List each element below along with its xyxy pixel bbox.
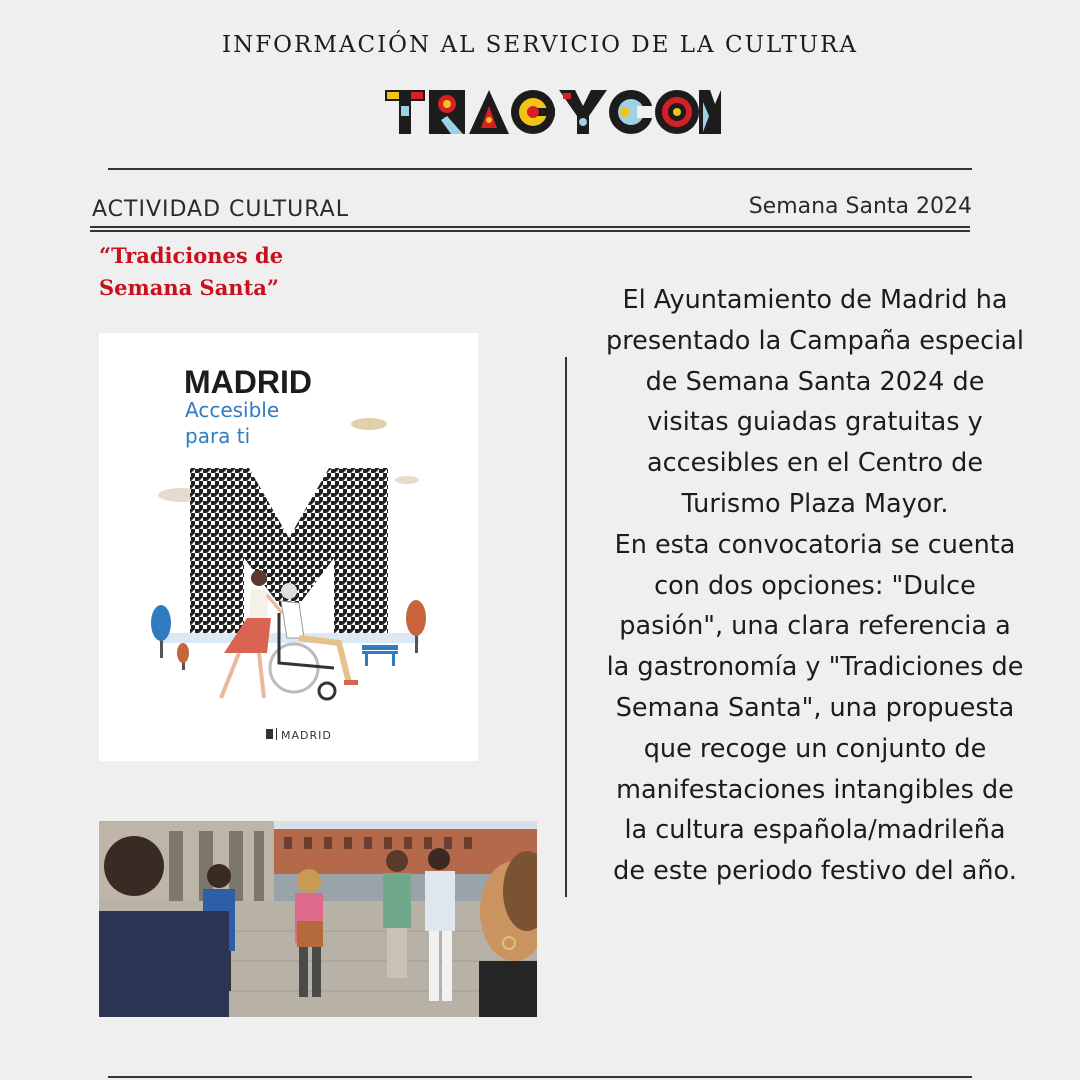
logo-letter-m xyxy=(699,90,721,134)
footer-divider xyxy=(108,1076,972,1078)
section-date: Semana Santa 2024 xyxy=(748,194,972,219)
bench-icon xyxy=(362,645,398,650)
tour-group-illustration xyxy=(99,821,537,1017)
logo-letter-t xyxy=(385,90,425,134)
poster-footer: MADRID xyxy=(281,729,332,742)
header-divider xyxy=(108,168,972,170)
article-title-line1: “Tradiciones de xyxy=(99,243,284,268)
logo-letter-a xyxy=(469,90,509,134)
cloud-icon xyxy=(351,418,387,430)
section-label: ACTIVIDAD CULTURAL xyxy=(92,197,349,222)
poster-line1: Accesible xyxy=(185,398,280,422)
section-divider xyxy=(90,226,970,232)
tree-icon xyxy=(177,643,189,663)
poster-line2: para ti xyxy=(185,424,251,448)
logo-letter-c xyxy=(609,90,655,134)
poster-brand: MADRID xyxy=(184,364,312,400)
tree-icon xyxy=(406,600,426,636)
logo-letter-g xyxy=(511,90,555,134)
article-paragraph-1: El Ayuntamiento de Madrid ha presentado la Campaña especial de Semana Santa 2024 de visitas guiadas gratuitas y accesibles en el Centro de Turismo Plaza Mayor. xyxy=(606,285,1024,519)
article-paragraph-2: En esta convocatoria se cuenta con dos opciones: "Dulce pasión", una clara referencia a la gastronomía y "Tradiciones de Semana Santa", una propuesta que recoge un conjunto de manifestaciones intangibles de la cultura española/madrileña de este periodo festivo del año. xyxy=(606,529,1024,887)
cloud-icon xyxy=(395,476,419,484)
site-tagline: INFORMACIÓN AL SERVICIO DE LA CULTURA xyxy=(221,32,859,58)
column-divider xyxy=(565,357,567,897)
madrid-accessible-poster xyxy=(99,333,478,761)
tragycom-logo xyxy=(385,88,721,136)
logo-letter-o xyxy=(655,90,699,134)
tree-icon xyxy=(151,605,171,641)
madrid-crest-icon xyxy=(266,729,273,739)
article-title xyxy=(99,240,359,304)
poster-illustration xyxy=(99,333,478,761)
article-title-line2: Semana Santa” xyxy=(99,275,279,300)
plaza-mayor-tour-photo xyxy=(99,821,537,1017)
article-body xyxy=(606,280,1024,892)
logo-letter-r xyxy=(429,90,465,134)
logo-letter-y xyxy=(559,90,607,134)
